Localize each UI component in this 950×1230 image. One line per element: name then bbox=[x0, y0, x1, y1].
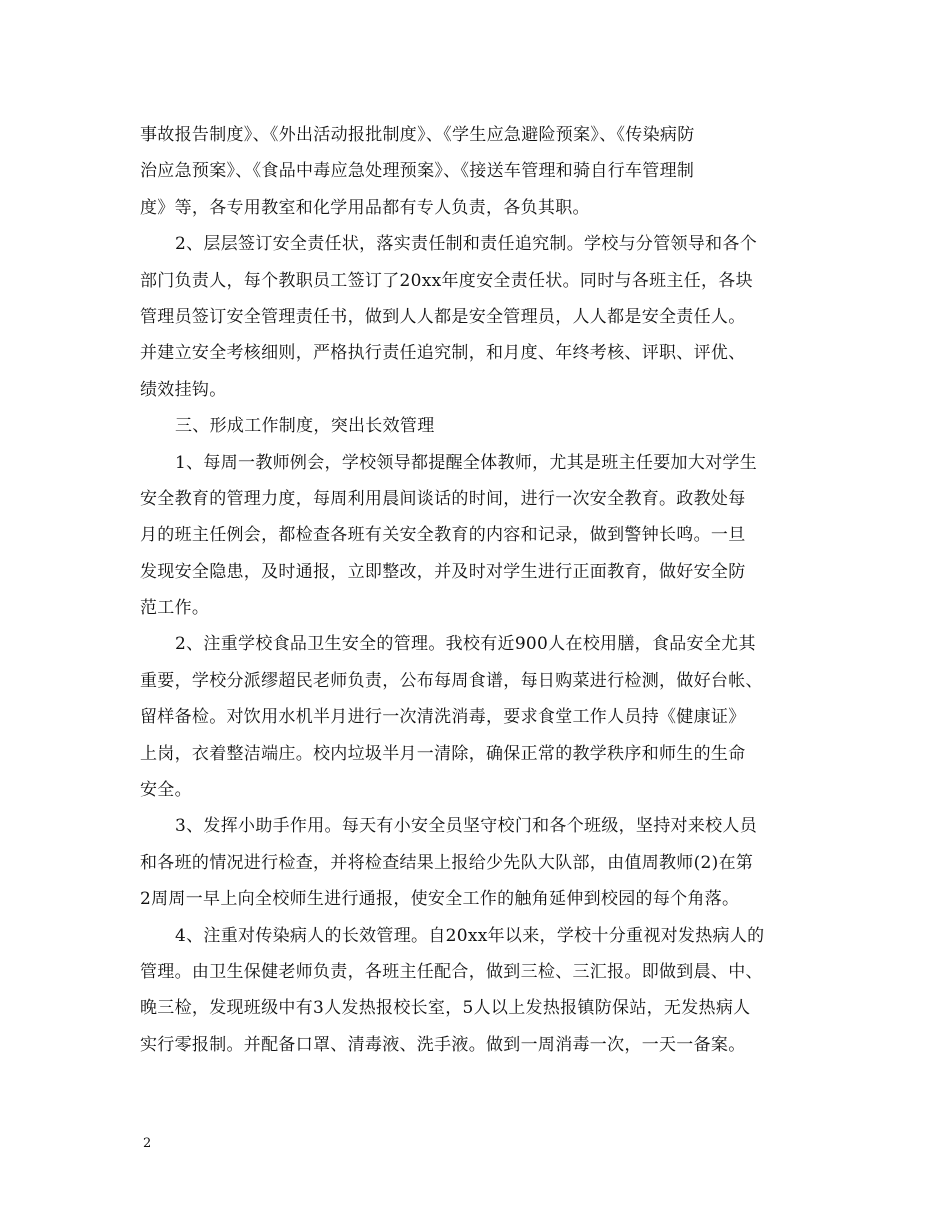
text-line: 上岗，衣着整洁端庄。校内垃圾半月一清除，确保正常的教学秩序和师生的生命 bbox=[140, 743, 746, 764]
document-body bbox=[140, 117, 812, 1063]
text-line: 月的班主任例会，都检查各班有关安全教育的内容和记录，做到警钟长鸣。一旦 bbox=[140, 525, 746, 546]
text-line: 留样备检。对饮用水机半月进行一次清洗消毒，要求食堂工作人员持《健康证》 bbox=[140, 707, 746, 728]
text-line: 安全。 bbox=[140, 780, 192, 801]
text-line: 重要，学校分派缪超民老师负责，公布每周食谱，每日购菜进行检测，做好台帐、 bbox=[140, 670, 763, 691]
text-line: 安全教育的管理力度，每周利用晨间谈话的时间，进行一次安全教育。政教处每 bbox=[140, 488, 746, 509]
text-line: 晚三检，发现班级中有3人发热报校长室，5人以上发热报镇防保站，无发热病人 bbox=[140, 998, 751, 1019]
text-line: 实行零报制。并配备口罩、清毒液、洗手液。做到一周消毒一次，一天一备案。 bbox=[140, 1034, 746, 1055]
text-line: 3、发挥小助手作用。每天有小安全员坚守校门和各个班级，坚持对来校人员 bbox=[175, 816, 758, 837]
text-line: 并建立安全考核细则，严格执行责任追究制，和月度、年终考核、评职、评优、 bbox=[140, 343, 746, 364]
text-line: 管理。由卫生保健老师负责，各班主任配合，做到三检、三汇报。即做到晨、中、 bbox=[140, 961, 763, 982]
text-line: 治应急预案》、《食品中毒应急处理预案》、《接送车管理和骑自行车管理制 bbox=[140, 161, 695, 182]
text-line: 1、每周一教师例会，学校领导都提醒全体教师，尤其是班主任要加大对学生 bbox=[175, 452, 758, 473]
text-line: 4、注重对传染病人的长效管理。自20xx年以来，学校十分重视对发热病人的 bbox=[175, 925, 765, 946]
section-heading: 三、形成工作制度，突出长效管理 bbox=[175, 416, 435, 437]
text-line: 度》等，各专用教室和化学用品都有专人负责，各负其职。 bbox=[140, 197, 590, 218]
page-number: 2 bbox=[143, 1136, 152, 1151]
text-line: 管理员签订安全管理责任书，做到人人都是安全管理员，人人都是安全责任人。 bbox=[140, 306, 746, 327]
text-line: 和各班的情况进行检查，并将检查结果上报给少先队大队部，由值周教师(2)在第 bbox=[140, 852, 754, 873]
text-line: 事故报告制度》、《外出活动报批制度》、《学生应急避险预案》、《传染病防 bbox=[140, 125, 695, 145]
text-line: 范工作。 bbox=[140, 598, 210, 619]
text-line: 2、注重学校食品卫生安全的管理。我校有近900人在校用膳，食品安全尤其 bbox=[175, 634, 756, 655]
text-line: 绩效挂钩。 bbox=[140, 379, 227, 400]
text-line: 2周周一早上向全校师生进行通报，使安全工作的触角延伸到校园的每个角落。 bbox=[140, 889, 740, 910]
text-line: 2、层层签订安全责任状，落实责任制和责任追究制。学校与分管领导和各个 bbox=[175, 234, 758, 255]
text-line: 发现安全隐患，及时通报，立即整改，并及时对学生进行正面教育，做好安全防 bbox=[140, 561, 746, 582]
text-line: 部门负责人，每个教职员工签订了20xx年度安全责任状。同时与各班主任，各块 bbox=[140, 270, 753, 291]
